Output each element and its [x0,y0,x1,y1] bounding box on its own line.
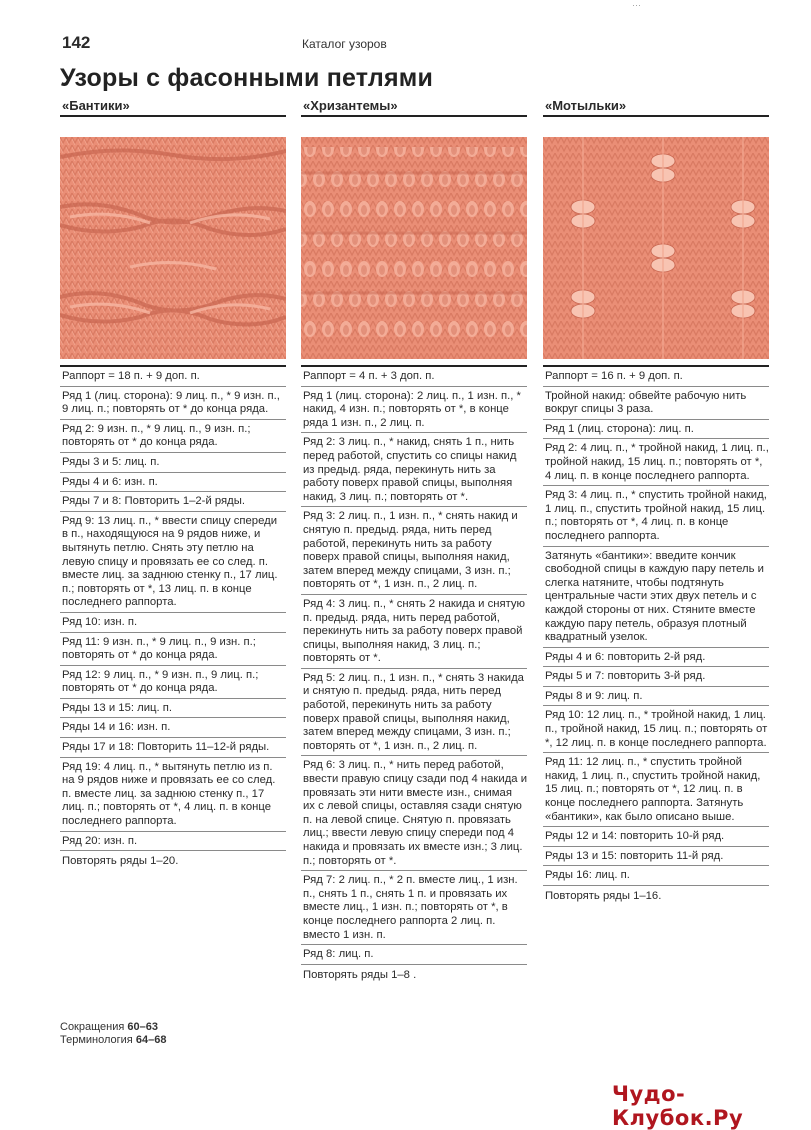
repeat-note: Повторять ряды 1–20. [62,855,179,868]
pattern-name: «Бантики» [62,98,130,113]
instruction-row: Ряды 8 и 9: лиц. п. [543,687,769,707]
cross-reference-footer [60,1021,166,1047]
swatch-photo-bows [60,137,286,359]
instruction-row: Ряды 13 и 15: повторить 11-й ряд. [543,847,769,867]
instruction-row: Ряды 3 и 5: лиц. п. [60,453,286,473]
instruction-row: Ряд 1 (лиц. сторона): 2 лиц. п., 1 изн. п., * накид, 4 изн. п.; повторять от *, в конце ряда 1 изн. п., 2 лиц. п. [301,387,527,434]
instruction-row: Ряд 7: 2 лиц. п., * 2 п. вместе лиц., 1 изн. п., снять 1 п., снять 1 п. и провязать их вместе лиц., 1 изн. п.; повторять от *, в конце последнего раппорта 2 лиц. п. вместо 1 изн. п. [301,871,527,945]
instruction-row: Ряд 3: 2 лиц. п., 1 изн. п., * снять накид и снятую п. предыд. ряда, нить перед работой, перекинуть нить за работу поверх правой спицы, выполняя накид, затем вперед между спицами, 3 изн. п.; повторять от *, 1 изн. п., 2 лиц. п. [301,507,527,595]
instruction-row: Ряд 20: изн. п. [60,832,286,852]
instruction-row: Ряды 17 и 18: Повторить 11–12-й ряды. [60,738,286,758]
instruction-row: Ряды 4 и 6: повторить 2-й ряд. [543,648,769,668]
instruction-row: Ряды 4 и 6: изн. п. [60,473,286,493]
instruction-list [60,365,286,851]
instruction-row: Ряд 3: 4 лиц. п., * спустить тройной накид, 1 лиц. п., спустить тройной накид, 15 лиц. п.; повторять от *, 4 лиц. п. в конце последнего раппорта. [543,486,769,546]
terminology-label: Терминология [60,1034,133,1046]
instruction-row: Ряд 10: изн. п. [60,613,286,633]
abbreviations-label: Сокращения [60,1021,125,1033]
corner-mark: ··· [632,0,641,10]
instruction-row: Ряд 12: 9 лиц. п., * 9 изн. п., 9 лиц. п.; повторять от * до конца ряда. [60,666,286,699]
instruction-row: Ряды 16: лиц. п. [543,866,769,886]
instruction-row: Ряд 1 (лиц. сторона): 9 лиц. п., * 9 изн. п., 9 лиц. п.; повторять от * до конца ряда. [60,387,286,420]
page-number: 142 [62,33,91,52]
abbreviations-pages: 60–63 [127,1021,158,1033]
site-watermark: Чудо-Клубок.Ру [612,1082,744,1130]
instruction-row: Раппорт = 18 п. + 9 доп. п. [60,365,286,387]
instruction-list [543,365,769,886]
pattern-column-bows [60,96,286,869]
instruction-row: Ряд 11: 12 лиц. п., * спустить тройной накид, 1 лиц. п., спустить тройной накид, 15 лиц. п.; повторять от *, 12 лиц. п. в конце последнего раппорта. Затянуть «бантики», как было описано выше. [543,753,769,827]
instruction-row: Ряд 10: 12 лиц. п., * тройной накид, 1 лиц. п., тройной накид, 15 лиц. п.; повторять от *, 12 лиц. п. в конце последнего раппорта. [543,706,769,753]
pattern-column-chrysanthemums [301,96,527,982]
instruction-row: Затянуть «бантики»: введите кончик свободной спицы в каждую пару петель и слегка натяните, чтобы подтянуть центральные части этих двух петель и с каждой стороны от них. Стяните вместе каждую пару петель, образуя плотный квадратный узелок. [543,547,769,648]
instruction-row: Ряд 11: 9 изн. п., * 9 лиц. п., 9 изн. п.; повторять от * до конца ряда. [60,633,286,666]
instruction-row: Ряды 5 и 7: повторить 3-й ряд. [543,667,769,687]
instruction-row: Ряд 1 (лиц. сторона): лиц. п. [543,420,769,440]
instruction-row: Ряд 4: 3 лиц. п., * снять 2 накида и снятую п. предыд. ряда, нить перед работой, перекинуть нить за работу поверх правой спицы, выполняя накид, 3 лиц. п.; повторять от *. [301,595,527,669]
pattern-column-butterflies [543,96,769,904]
instruction-list [301,365,527,965]
instruction-row: Раппорт = 16 п. + 9 доп. п. [543,365,769,387]
page-title: Узоры с фасонными петлями [60,64,434,92]
instruction-row: Ряды 13 и 15: лиц. п. [60,699,286,719]
repeat-note: Повторять ряды 1–16. [545,890,662,902]
swatch-photo-butterflies [543,137,769,359]
instruction-row: Ряд 8: лиц. п. [301,945,527,965]
instruction-row: Ряды 12 и 14: повторить 10-й ряд. [543,827,769,847]
repeat-note: Повторять ряды 1–8 . [303,968,417,981]
instruction-row: Ряд 2: 9 изн. п., * 9 лиц. п., 9 изн. п.; повторять от * до конца ряда. [60,420,286,453]
instruction-row: Ряд 5: 2 лиц. п., 1 изн. п., * снять 3 накида и снятую п. предыд. ряда, нить перед работой, перекинуть нить за работу поверх правой спицы, выполняя накид, затем вперед между спицами, 3 изн. п.; повторять от *, 1 изн. п., 2 лиц. п. [301,669,527,757]
instruction-row: Ряд 2: 4 лиц. п., * тройной накид, 1 лиц. п., тройной накид, 15 лиц. п.; повторять от *, 4 лиц. п. в конце последнего раппорта. [543,439,769,486]
swatch-photo-chrysanthemums [301,137,527,359]
running-header: Каталог узоров [302,37,387,51]
terminology-ref [60,1034,166,1047]
instruction-row: Ряд 2: 3 лиц. п., * накид, снять 1 п., нить перед работой, спустить со спицы накид из предыд. ряда, перекинуть нить за работу поверх правой спицы, выполняя накид, 3 лиц. п.; повторять от *. [301,433,527,507]
instruction-row: Ряд 9: 13 лиц. п., * ввести спицу спереди в п., находящуюся на 9 рядов ниже, и вытянуть петлю. Снять эту петлю на левую спицу и провязать ее со след. п. вместе лиц. за заднюю стенку п., 17 лиц. п.; повторять от *, 13 лиц. п. в конце последнего раппорта. [60,512,286,613]
instruction-row: Раппорт = 4 п. + 3 доп. п. [301,365,527,387]
instruction-row: Ряд 19: 4 лиц. п., * вытянуть петлю из п. на 9 рядов ниже и провязать ее со след. п. вместе лиц. за заднюю стенку п., 17 лиц. п.; повторять от *, 4 лиц. п. в конце последнего раппорта. [60,758,286,832]
instruction-row: Ряды 14 и 16: изн. п. [60,718,286,738]
pattern-name: «Хризантемы» [303,98,398,113]
instruction-row: Ряд 6: 3 лиц. п., * нить перед работой, ввести правую спицу сзади под 4 накида и провязать эти нити вместе изн., снимая их с левой спицы, оставляя сзади снятую п. на левой спице. Снятую п. провязать лиц.; ввести левую спицу спереди под 4 накида и провязать их вместе изн.; 3 лиц. п.; повторять от *. [301,756,527,871]
instruction-row: Тройной накид: обвейте рабочую нить вокруг спицы 3 раза. [543,387,769,420]
terminology-pages: 64–68 [135,1034,167,1046]
abbreviations-ref [60,1021,166,1034]
instruction-row: Ряды 7 и 8: Повторить 1–2-й ряды. [60,492,286,512]
pattern-name: «Мотыльки» [545,98,627,113]
